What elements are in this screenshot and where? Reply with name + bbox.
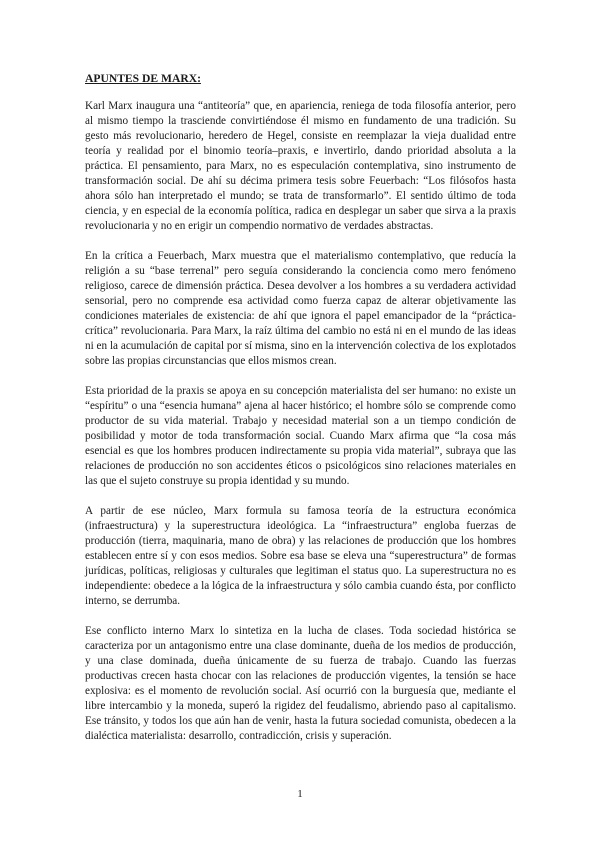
document-body xyxy=(85,71,516,759)
paragraph-2: En la crítica a Feuerbach, Marx muestra que el materialismo contemplativo, que reducía la religión a su “base terrenal” pero seguía considerando la conciencia como mero fenómeno religioso, carece de dimensión práctica. Desea devolver a los hombres a su verdadera actividad sensorial, pero no comprende esa actividad como fuerza capaz de alterar objetivamente las condiciones materiales de existencia: de ahí que ignora el papel emancipador de la “práctica-crítica” revolucionaria. Para Marx, la raíz última del cambio no está ni en el mundo de las ideas ni en la acumulación de capital por sí misma, sino en la intervención colectiva de los explotados sobre las propias circunstancias que ellos mismos crean. xyxy=(85,250,516,367)
document-title: APUNTES DE MARX: xyxy=(85,72,201,85)
paragraph-4: A partir de ese núcleo, Marx formula su famosa teoría de la estructura económica (infraestructura) y la superestructura ideológica. La “infraestructura” engloba fuerzas de producción (tierra, maquinaria, mano de obra) y las relaciones de producción que los hombres establecen entre sí y con esos medios. Sobre esa base se eleva una “superestructura” de formas jurídicas, políticas, religiosas y culturales que legitiman el status quo. La superestructura no es independiente: obedece a la lógica de la infraestructura y sólo cambia cuando ésta, por conflicto interno, se derrumba. xyxy=(85,505,516,607)
paragraph-3: Esta prioridad de la praxis se apoya en su concepción materialista del ser humano: no existe un “espíritu” o una “esencia humana” ajena al hacer histórico; el hombre sólo se comprende como productor de su vida material. Trabajo y necesidad material son a un tiempo condición de posibilidad y motor de toda transformación social. Cuando Marx afirma que “la cosa más esencial es que los hombres producen indirectamente su propia vida material”, subraya que las relaciones de producción no son accidentes éticos o psicológicos sino relaciones materiales en las que el sujeto construye su propia identidad y su mundo. xyxy=(85,385,516,487)
paragraph-1: Karl Marx inaugura una “antiteoría” que, en apariencia, reniega de toda filosofía anterior, pero al mismo tiempo la trasciende convirtiéndose él mismo en fundamento de una tradición. Su gesto más revolucionario, heredero de Hegel, consiste en reemplazar la vieja dualidad entre teoría y realidad por el binomio teoría–praxis, e invertirlo, dando prioridad absoluta a la práctica. El pensamiento, para Marx, no es especulación contemplativa, sino instrumento de transformación social. De ahí su décima primera tesis sobre Feuerbach: “Los filósofos hasta ahora sólo han interpretado el mundo; se trata de transformarlo”. El sentido último de toda ciencia, y en especial de la economía política, radica en desplegar un saber que sirva a la praxis revolucionaria y no en erigir un compendio normativo de verdades abstractas. xyxy=(85,100,516,232)
paragraph-5: Ese conflicto interno Marx lo sintetiza en la lucha de clases. Toda sociedad histórica se caracteriza por un antagonismo entre una clase dominante, dueña de los medios de producción, y una clase dominada, dueña únicamente de su fuerza de trabajo. Cuando las fuerzas productivas crecen hasta chocar con las relaciones de producción vigentes, la tensión se hace explosiva: es el momento de revolución social. Así ocurrió con la burguesía que, mediante el libre intercambio y la moneda, superó la rigidez del feudalismo, abriendo paso al capitalismo. Ese tránsito, y todos los que aún han de venir, hasta la futura sociedad comunista, obedecen a la dialéctica materialista: desarrollo, contradicción, crisis y superación. xyxy=(85,625,516,742)
page-number: 1 xyxy=(297,788,303,800)
